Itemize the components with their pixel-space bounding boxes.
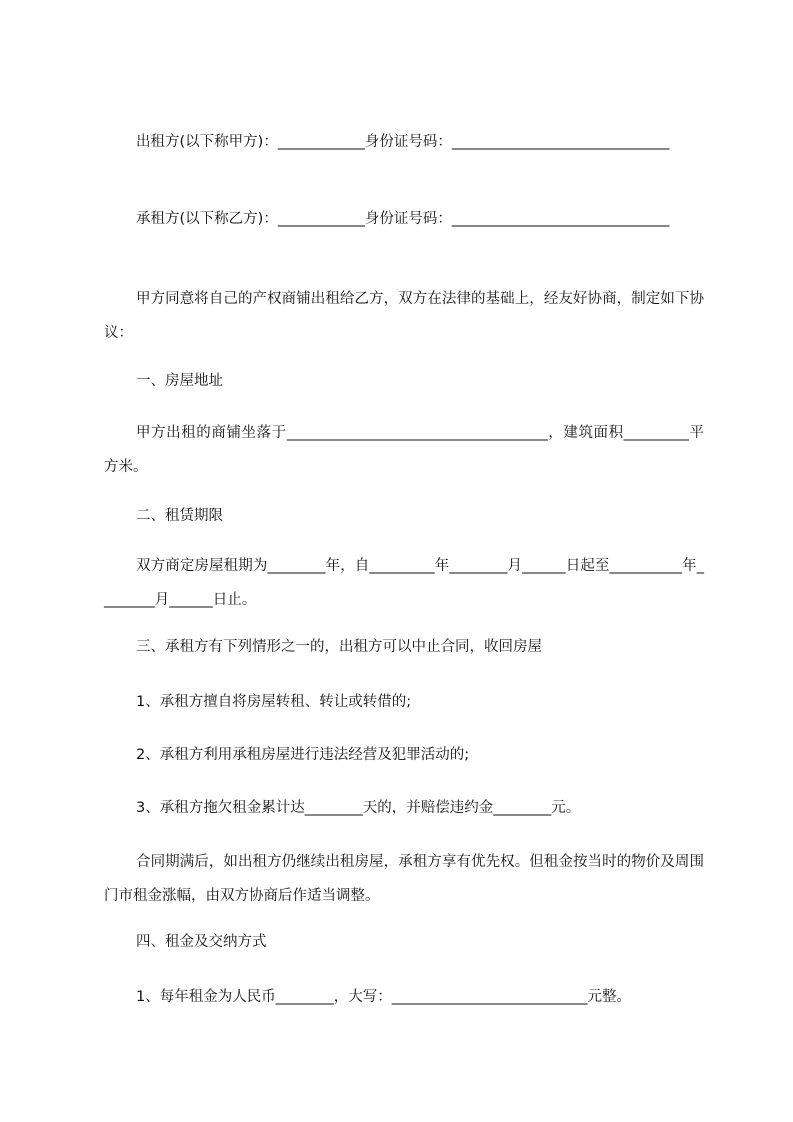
section-1-body: 甲方出租的商铺坐落于____________________________________，建筑面积_________平方米。 <box>104 425 704 475</box>
section-1-title: 一、房屋地址 <box>136 373 223 389</box>
section-4-title: 四、租金及交纳方式 <box>136 934 267 950</box>
section-3-item-2: 2、承租方利用承租房屋进行违法经营及犯罪活动的; <box>136 747 470 763</box>
section-2-body: 双方商定房屋租期为________年，自_________年________月______日起至__________年________月______日止。 <box>104 558 704 608</box>
renewal-paragraph: 合同期满后，如出租方仍继续出租房屋，承租方享有优先权。但租金按当时的物价及周围门市租金涨幅，由双方协商后作适当调整。 <box>104 854 704 904</box>
section-3-item-1: 1、承租方擅自将房屋转租、转让或转借的; <box>136 694 412 710</box>
lessor-line: 出租方(以下称甲方)：____________身份证号码：______________________________ <box>136 134 670 150</box>
section-2-title: 二、租赁期限 <box>136 508 223 524</box>
section-4-item-1: 1、每年租金为人民币________，大写：___________________________元整。 <box>136 989 631 1005</box>
lessee-line: 承租方(以下称乙方)：____________身份证号码：______________________________ <box>136 211 670 227</box>
section-3-item-3: 3、承租方拖欠租金累计达________天的，并赔偿违约金________元。 <box>136 800 581 816</box>
intro-paragraph: 甲方同意将自己的产权商铺出租给乙方，双方在法律的基础上，经友好协商，制定如下协议： <box>104 291 704 341</box>
section-3-title: 三、承租方有下列情形之一的，出租方可以中止合同，收回房屋 <box>136 639 542 655</box>
